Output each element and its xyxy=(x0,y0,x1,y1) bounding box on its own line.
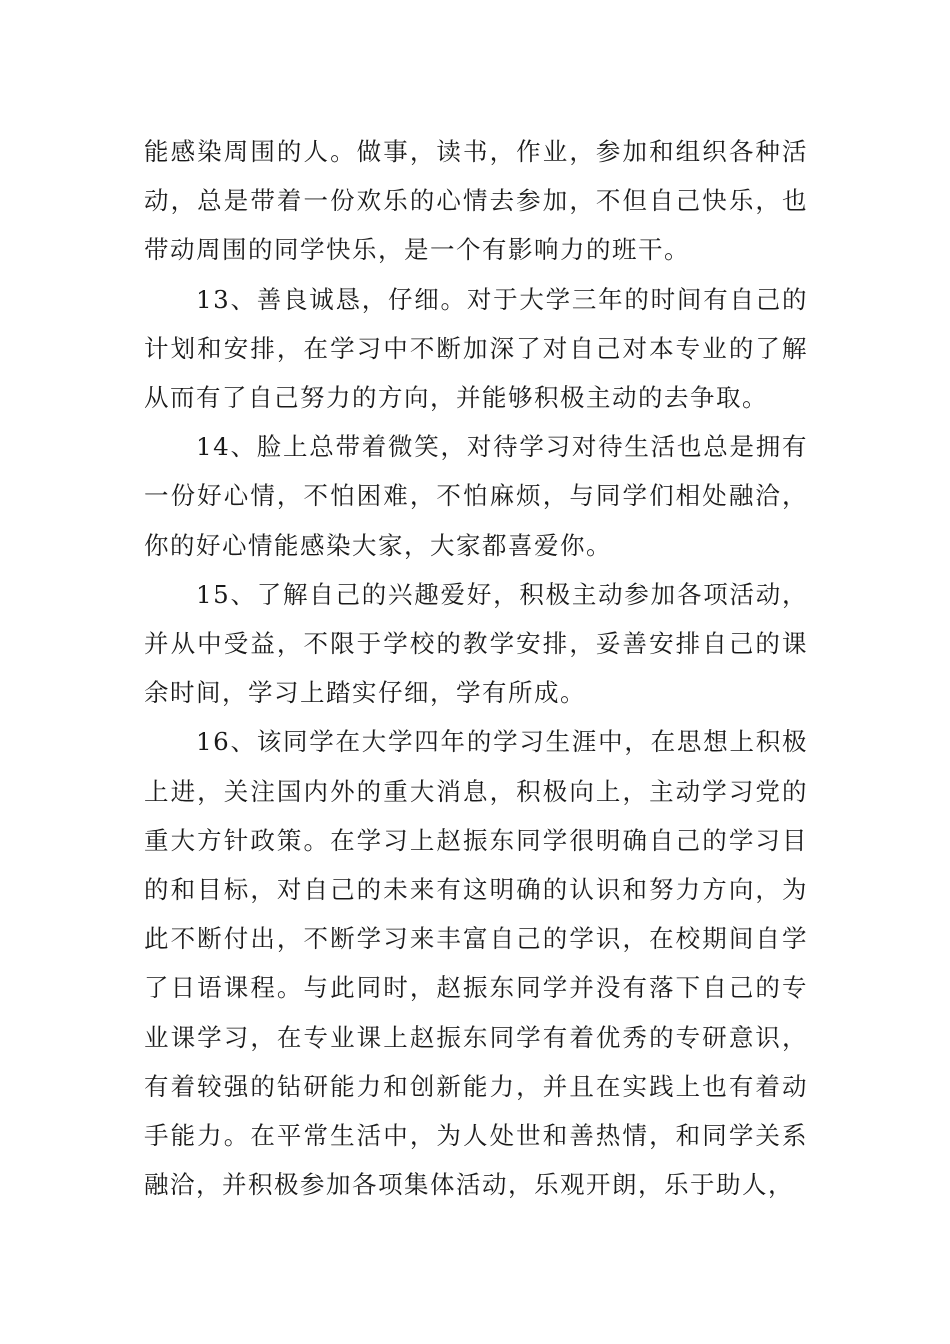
paragraph-13: 13、善良诚恳，仔细。对于大学三年的时间有自己的计划和安排，在学习中不断加深了对自己对本专业的了解从而有了自己努力的方向，并能够积极主动的去争取。 xyxy=(144,284,808,413)
paragraph-16: 16、该同学在大学四年的学习生涯中，在思想上积极上进，关注国内外的重大消息，积极向上，主动学习党的重大方针政策。在学习上赵振东同学很明确自己的学习目的和目标，对自己的未来有这明确的认识和努力方向，为此不断付出，不断学习来丰富自己的学识，在校期间自学了日语课程。与此同时，赵振东同学并没有落下自己的专业课学习，在专业课上赵振东同学有着优秀的专研意识，有着较强的钻研能力和创新能力，并且在实践上也有着动手能力。在平常生活中，为人处世和善热情，和同学关系融洽，并积极参加各项集体活动，乐观开朗，乐于助人， xyxy=(144,727,808,1200)
document-body xyxy=(144,127,808,1209)
paragraph-15: 15、了解自己的兴趣爱好，积极主动参加各项活动，并从中受益，不限于学校的教学安排，妥善安排自己的课余时间，学习上踏实仔细，学有所成。 xyxy=(144,579,808,708)
paragraph-continuation: 能感染周围的人。做事，读书，作业，参加和组织各种活动，总是带着一份欢乐的心情去参加，不但自己快乐，也带动周围的同学快乐，是一个有影响力的班干。 xyxy=(144,137,808,265)
paragraph-14: 14、脸上总带着微笑，对待学习对待生活也总是拥有一份好心情，不怕困难，不怕麻烦，与同学们相处融洽，你的好心情能感染大家，大家都喜爱你。 xyxy=(144,432,808,560)
